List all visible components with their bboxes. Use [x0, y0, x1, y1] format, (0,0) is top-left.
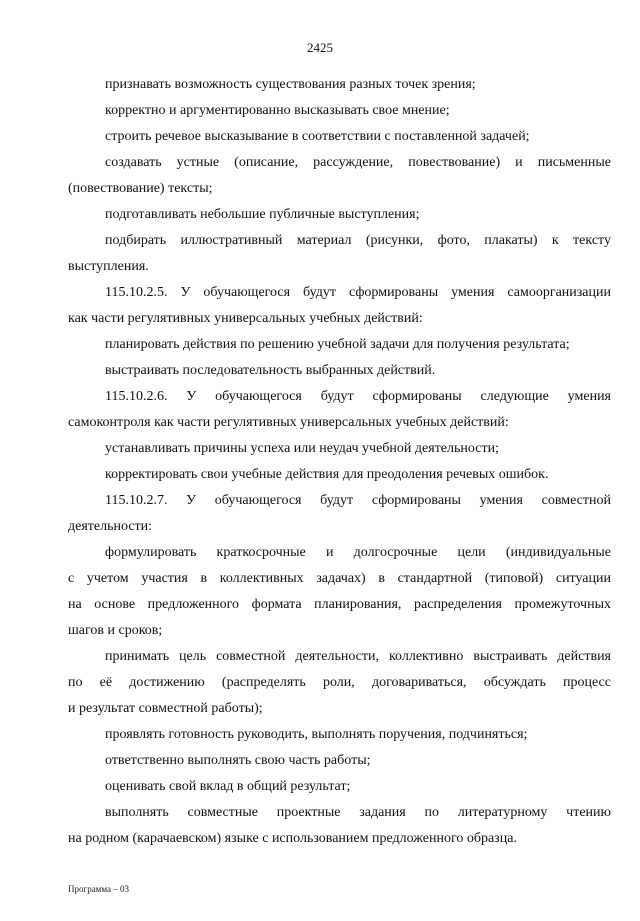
paragraph-line: самоконтроля как части регулятивных универсальных учебных действий: — [68, 415, 509, 430]
paragraph-line: как части регулятивных универсальных учебных действий: — [68, 311, 423, 326]
paragraph-line: 115.10.2.5. У обучающегося будут сформированы умения самоорганизации — [105, 285, 611, 300]
paragraph-line: по её достижению (распределять роли, договариваться, обсуждать процесс — [68, 675, 611, 690]
paragraph-line: подготавливать небольшие публичные выступления; — [105, 207, 420, 222]
paragraph-line: ответственно выполнять свою часть работы; — [105, 753, 371, 768]
paragraph-line: на родном (карачаевском) языке с использованием предложенного образца. — [68, 831, 517, 846]
paragraph — [68, 332, 611, 358]
paragraph-line: выполнять совместные проектные задания по литературному чтению — [105, 805, 611, 820]
paragraph — [68, 488, 611, 540]
paragraph-line: подбирать иллюстративный материал (рисунки, фото, плакаты) к тексту — [105, 233, 611, 248]
paragraph-line: на основе предложенного формата планирования, распределения промежуточных — [68, 597, 611, 612]
paragraph-line: строить речевое высказывание в соответствии с поставленной задачей; — [105, 129, 530, 144]
paragraph-line: планировать действия по решению учебной задачи для получения результата; — [105, 337, 570, 352]
paragraph-line: шагов и сроков; — [68, 623, 163, 638]
document-body — [68, 72, 611, 852]
paragraph-line: с учетом участия в коллективных задачах) в стандартной (типовой) ситуации — [68, 571, 611, 586]
paragraph — [68, 228, 611, 280]
paragraph — [68, 436, 611, 462]
paragraph-line: выстраивать последовательность выбранных действий. — [105, 363, 436, 378]
paragraph-line: создавать устные (описание, рассуждение, повествование) и письменные — [105, 155, 611, 170]
paragraph-line: проявлять готовность руководить, выполнять поручения, подчиняться; — [105, 727, 528, 742]
paragraph — [68, 722, 611, 748]
paragraph-line: формулировать краткосрочные и долгосрочные цели (индивидуальные — [105, 545, 611, 560]
paragraph — [68, 72, 611, 98]
paragraph-line: корректно и аргументированно высказывать свое мнение; — [105, 103, 450, 118]
paragraph — [68, 384, 611, 436]
paragraph — [68, 358, 611, 384]
paragraph — [68, 644, 611, 722]
paragraph-line: 115.10.2.7. У обучающегося будут сформированы умения совместной — [105, 493, 611, 508]
page-number: 2425 — [307, 40, 333, 55]
paragraph-line: корректировать свои учебные действия для преодоления речевых ошибок. — [105, 467, 549, 482]
paragraph-line: 115.10.2.6. У обучающегося будут сформированы следующие умения — [105, 389, 611, 404]
paragraph-line: устанавливать причины успеха или неудач учебной деятельности; — [105, 441, 499, 456]
paragraph-line: деятельности: — [68, 519, 153, 534]
paragraph-line: признавать возможность существования разных точек зрения; — [105, 77, 476, 92]
paragraph-line: оценивать свой вклад в общий результат; — [105, 779, 351, 794]
paragraph — [68, 202, 611, 228]
paragraph — [68, 98, 611, 124]
paragraph — [68, 800, 611, 852]
footer-label: Программа – 03 — [68, 884, 130, 894]
paragraph-line: выступления. — [68, 259, 149, 274]
paragraph-line: (повествование) тексты; — [68, 181, 213, 196]
paragraph — [68, 748, 611, 774]
paragraph — [68, 280, 611, 332]
paragraph — [68, 540, 611, 644]
paragraph — [68, 774, 611, 800]
paragraph — [68, 462, 611, 488]
paragraph — [68, 150, 611, 202]
paragraph-line: принимать цель совместной деятельности, коллективно выстраивать действия — [105, 649, 611, 664]
paragraph — [68, 124, 611, 150]
paragraph-line: и результат совместной работы); — [68, 701, 263, 716]
